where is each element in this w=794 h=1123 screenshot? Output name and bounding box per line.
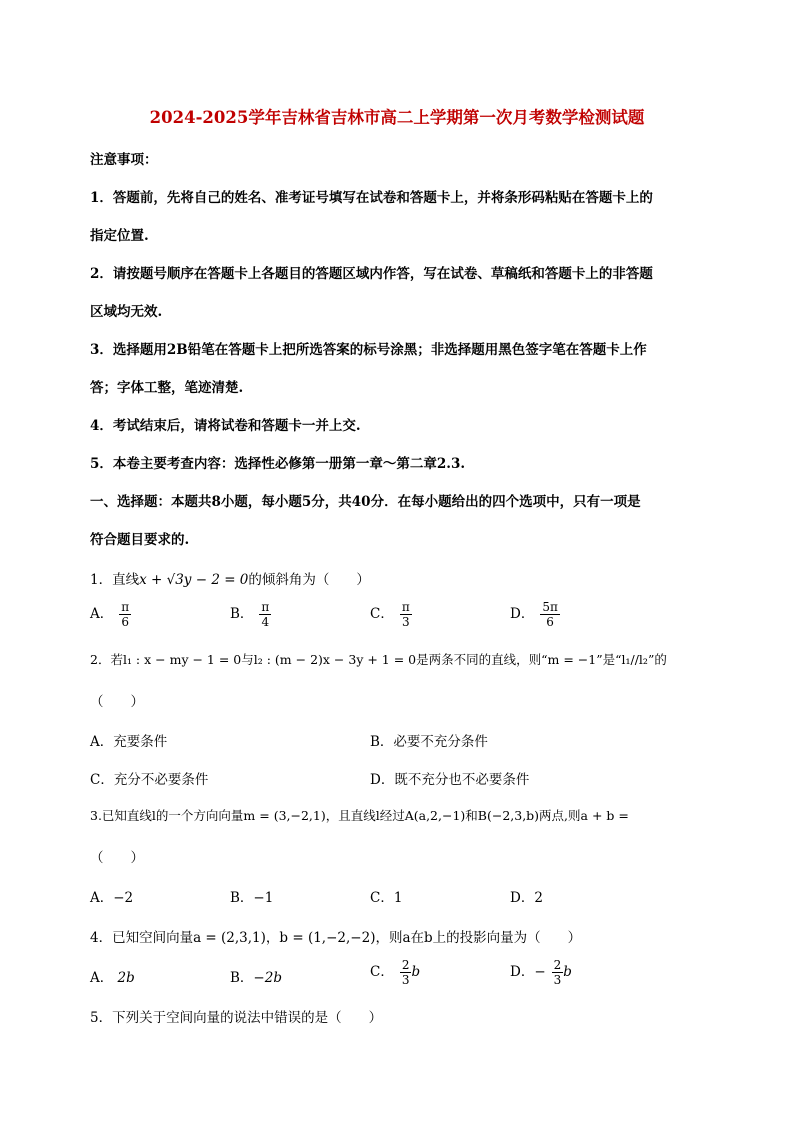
question-1-formula: x + √3y − 2 = 0 — [139, 572, 249, 588]
section-heading-line-1: 一、选择题：本题共8小题，每小题5分，共40分．在每小题给出的四个选项中，只有一项是 — [90, 494, 641, 510]
question-3-stem: 3.已知直线l的一个方向向量m = (3,−2,1)，且直线l经过A(a,2,−1)和B(−2,3,b)两点,则a + b = — [90, 808, 629, 823]
question-3-option-d: D．2 — [510, 890, 543, 906]
question-1-option-b: B． $\frac{\pi}{4}$ — [230, 600, 270, 629]
question-1-option-a: A． $\frac{\pi}{6}$ — [90, 600, 130, 629]
question-3-option-c: C．1 — [370, 890, 403, 906]
question-4-option-c: C． $\frac{2}{3}$ b — [370, 958, 421, 987]
notice-line-6: 答；字体工整，笔迹清楚. — [90, 380, 244, 396]
question-2-option-b: B．必要不充分条件 — [370, 734, 488, 750]
question-4-option-b: B．−2b — [230, 970, 282, 986]
question-1-option-c: C． $\frac{\pi}{3}$ — [370, 600, 410, 629]
notice-line-8: 5．本卷主要考查内容：选择性必修第一册第一章～第二章2.3. — [90, 456, 466, 472]
question-4-option-d: D．− $\frac{2}{3}$ b — [510, 958, 572, 987]
page-title: 2024-2025学年吉林省吉林市高二上学期第一次月考数学检测试题 — [149, 108, 645, 127]
question-3-option-a: A．−2 — [90, 890, 134, 906]
question-3-option-b: B．−1 — [230, 890, 274, 906]
question-3-paren: （ ） — [90, 850, 144, 866]
question-2-option-c: C．充分不必要条件 — [90, 772, 209, 788]
question-1-option-d: D． $\frac{5\pi}{6}$ — [510, 600, 558, 629]
notice-line-3: 2．请按题号顺序在答题卡上各题目的答题区域内作答，写在试卷、草稿纸和答题卡上的非答题 — [90, 266, 653, 282]
notice-line-1: 1．答题前，先将自己的姓名、准考证号填写在试卷和答题卡上，并将条形码粘贴在答题卡上的 — [90, 190, 653, 206]
notice-heading: 注意事项： — [90, 152, 158, 168]
question-2-stem: 2．若l₁ : x − my − 1 = 0与l₂ : (m − 2)x − 3y + 1 = 0是两条不同的直线，则“m = −1”是“l₁//l₂”的 — [90, 652, 667, 667]
question-5-stem: 5．下列关于空间向量的说法中错误的是（ ） — [90, 1010, 383, 1026]
question-2-option-d: D．既不充分也不必要条件 — [370, 772, 530, 788]
notice-line-4: 区域均无效. — [90, 304, 163, 320]
notice-line-5: 3．选择题用2B铅笔在答题卡上把所选答案的标号涂黑；非选择题用黑色签字笔在答题卡上作 — [90, 342, 647, 358]
notice-line-7: 4．考试结束后，请将试卷和答题卡一并上交. — [90, 418, 361, 434]
question-1-stem: 1．直线x + √3y − 2 = 0的倾斜角为（ ） — [90, 572, 370, 588]
question-2-paren: （ ） — [90, 694, 144, 710]
question-4-option-a: A． 2b — [90, 970, 135, 986]
question-2-option-a: A．充要条件 — [90, 734, 168, 750]
question-4-stem: 4．已知空间向量a = (2,3,1)，b = (1,−2,−2)，则a在b上的投影向量为（ ） — [90, 930, 582, 946]
notice-line-2: 指定位置. — [90, 228, 149, 244]
section-heading-line-2: 符合题目要求的. — [90, 532, 190, 548]
